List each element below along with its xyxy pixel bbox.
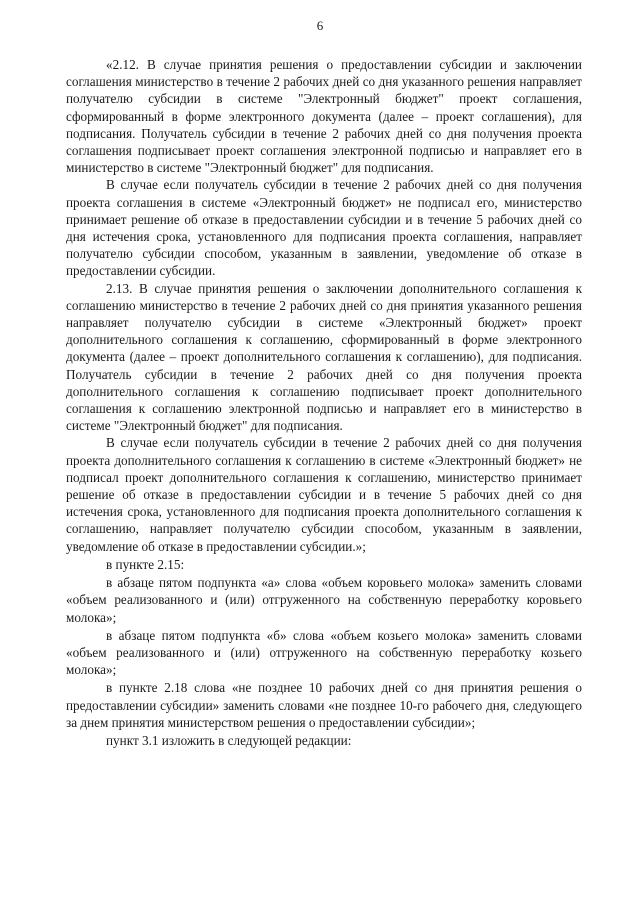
- paragraph-item-3-1: пункт 3.1 изложить в следующей редакции:: [106, 732, 352, 748]
- paragraph-subitem-a: в абзаце пятом подпункта «а» слова «объем коровьего молока» заменить словами «объем реализованного и (или) отгруженного на собственную переработку коровьего молока»;: [66, 575, 582, 625]
- paragraph-2-12: «2.12. В случае принятия решения о предоставлении субсидии и заключении соглашения министерство в течение 2 рабочих дней со дня указанного решения направляет получателю субсидии в системе "Электронный бюджет" проект соглашения, сформированный в форме электронного документа (далее – проект соглашения), для подписания. Получатель субсидии в течение 2 рабочих дней со дня получения проекта соглашения подписывает проект соглашения электронной подписью и направляет его в министерство в системе "Электронный бюджет" для подписания.: [66, 57, 582, 176]
- page-number: 6: [316, 18, 324, 33]
- paragraph-item-2-15: в пункте 2.15:: [106, 556, 185, 572]
- paragraph-2-12-refusal: В случае если получатель субсидии в течение 2 рабочих дней со дня получения проекта соглашения в системе «Электронный бюджет» не подписал его, министерство принимает решение об отказе в предоставлении субсидии и в течение 5 рабочих дней со дня истечения срока, установленного для подписания проекта соглашения, направляет получателю субсидии способом, указанным в заявлении, уведомление об отказе в предоставлении субсидии.: [66, 177, 582, 279]
- paragraph-2-13-refusal: В случае если получатель субсидии в течение 2 рабочих дней со дня получения проекта дополнительного соглашения к соглашению в системе «Электронный бюджет» не подписал проект дополнительного соглашения к соглашению, министерство принимает решение об отказе в предоставлении субсидии и в течение 5 рабочих дней со дня истечения срока, установленного для подписания проекта дополнительного соглашения к соглашению, направляет получателю субсидии способом, указанным в заявлении, уведомление об отказе в предоставлении субсидии.»;: [66, 435, 582, 554]
- paragraph-2-13: 2.13. В случае принятия решения о заключении дополнительного соглашения к соглашению министерство в течение 2 рабочих дней со дня принятия указанного решения направляет получателю субсидии в системе «Электронный бюджет» проект дополнительного соглашения к соглашению, сформированный в форме электронного документа (далее – проект дополнительного соглашения к соглашению), для подписания. Получатель субсидии в течение 2 рабочих дней со дня получения проекта дополнительного соглашения к соглашению подписывает проект дополнительного соглашения к соглашению электронной подписью и направляет его в министерство в системе "Электронный бюджет" для подписания.: [66, 280, 582, 434]
- document-body: [66, 56, 582, 749]
- paragraph-item-2-18: в пункте 2.18 слова «не позднее 10 рабочих дней со дня принятия решения о предоставлении субсидии» заменить словами «не позднее 10-го рабочего дня, следующего за днем принятия министерством решения о предоставлении субсидии»;: [66, 680, 582, 730]
- paragraph-subitem-b: в абзаце пятом подпункта «б» слова «объем козьего молока» заменить словами «объем реализованного и (или) отгруженного на собственную переработку козьего молока»;: [66, 627, 582, 678]
